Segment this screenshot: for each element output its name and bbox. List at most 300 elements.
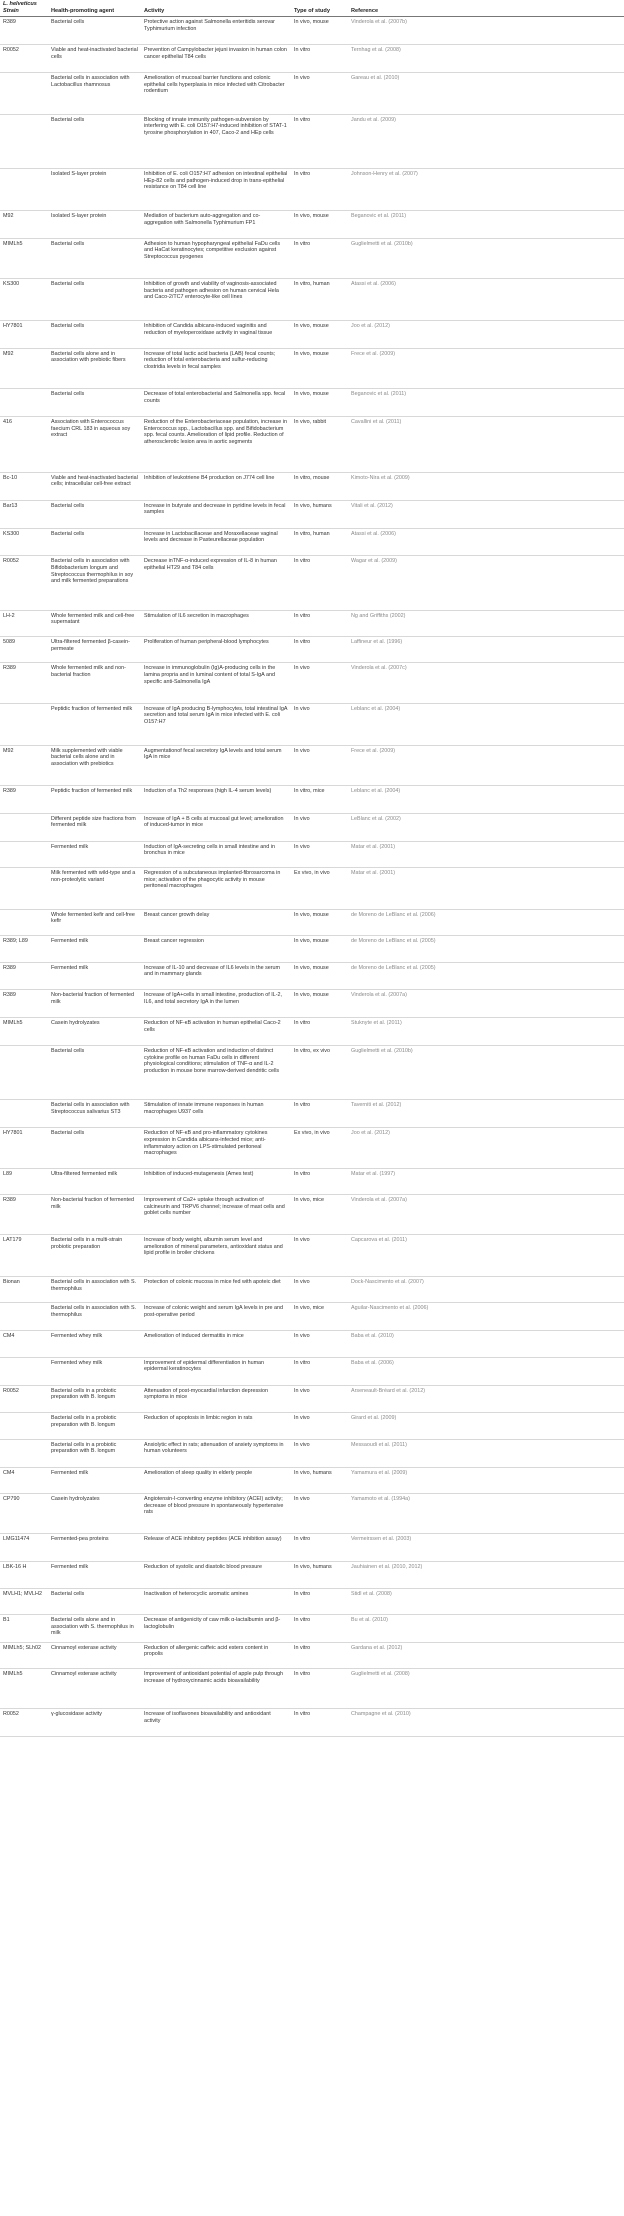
type-cell: In vitro: [291, 1709, 348, 1737]
type-cell: In vitro, human: [291, 528, 348, 556]
activity-cell: Anxiolytic effect in rats; attenuation of anxiety symptoms in human volunteers: [141, 1439, 291, 1467]
activity-cell: Reduction of allergenic caffeic acid esters content in propolis: [141, 1642, 291, 1668]
activity-cell: Increase of IgA + B cells at mucosal gut level; amelioration of induced-tumor in mice: [141, 813, 291, 841]
table-row: [0, 1331, 624, 1357]
table-row: [0, 1168, 624, 1194]
table-row: [0, 841, 624, 867]
table-row: [0, 1467, 624, 1493]
reference-cell: Joo et al. (2012): [348, 1128, 624, 1168]
type-cell: In vivo, mouse: [291, 389, 348, 417]
strain-cell: B1: [0, 1614, 48, 1642]
activity-cell: Increase of IL-10 and decrease of IL6 levels in the serum and in mammary glands: [141, 962, 291, 990]
reference-cell: Taverniti et al. (2012): [348, 1100, 624, 1128]
type-cell: In vitro: [291, 238, 348, 278]
agent-cell: Non-bacterial fraction of fermented milk: [48, 990, 141, 1018]
table-row: [0, 990, 624, 1018]
agent-cell: Bacterial cells: [48, 389, 141, 417]
agent-cell: Bacterial cells alone and in association with S. thermophilus in milk: [48, 1614, 141, 1642]
agent-cell: Fermented milk: [48, 962, 141, 990]
activity-cell: Decrease inTNF-α-induced expression of IL-8 in human epithelial HT29 and T84 cells: [141, 556, 291, 610]
type-cell: In vitro: [291, 114, 348, 168]
activity-cell: Proliferation of human peripheral-blood lymphocytes: [141, 637, 291, 663]
strain-cell: [0, 1439, 48, 1467]
activity-cell: Prevention of Campylobacter jejuni invasion in human colon cancer epithelial T84 cells: [141, 45, 291, 73]
agent-cell: Bacterial cells: [48, 500, 141, 528]
strain-cell: M92: [0, 745, 48, 785]
agent-cell: Bacterial cells in association with Streptococcus salivarius ST3: [48, 1100, 141, 1128]
reference-cell: Aguilar-Nascimento et al. (2006): [348, 1303, 624, 1331]
type-cell: In vitro, ex vivo: [291, 1046, 348, 1100]
activity-cell: Stimulation of IL6 secretion in macrophages: [141, 610, 291, 636]
activity-cell: Induction of a Th2 responses (high IL-4 serum levels): [141, 785, 291, 813]
agent-cell: Bacterial cells in a probiotic preparation with B. longum: [48, 1385, 141, 1413]
type-cell: In vivo, mouse: [291, 936, 348, 962]
agent-cell: Fermented-pea proteins: [48, 1534, 141, 1562]
strain-cell: LBK-16 H: [0, 1562, 48, 1588]
header-strain: L. helveticus Strain: [0, 0, 48, 17]
activity-cell: Improvement of antioxidant potential of apple pulp through increase of hydroxycinnamic acids bioavailability: [141, 1669, 291, 1709]
table-row: [0, 1303, 624, 1331]
reference-cell: Matar et al. (1997): [348, 1168, 624, 1194]
agent-cell: Whole fermented milk and non-bacterial fraction: [48, 663, 141, 703]
type-cell: In vivo: [291, 72, 348, 114]
type-cell: In vitro: [291, 1168, 348, 1194]
agent-cell: Fermented milk: [48, 1467, 141, 1493]
type-cell: In vivo: [291, 1439, 348, 1467]
reference-cell: Frece et al. (2009): [348, 745, 624, 785]
type-cell: In vitro: [291, 45, 348, 73]
strain-cell: MVLH1; MVLH2: [0, 1588, 48, 1614]
agent-cell: Bacterial cells: [48, 17, 141, 45]
table-row: [0, 785, 624, 813]
activity-cell: Amelioration of sleep quality in elderly people: [141, 1467, 291, 1493]
reference-cell: Ng and Griffiths (2002): [348, 610, 624, 636]
table-row: [0, 556, 624, 610]
type-cell: In vivo: [291, 1385, 348, 1413]
table-row: [0, 1018, 624, 1046]
type-cell: In vitro: [291, 1669, 348, 1709]
reference-cell: Vinderola et al. (2007a): [348, 990, 624, 1018]
agent-cell: Casein hydrolyzates: [48, 1494, 141, 1534]
reference-cell: Leblanc et al. (2004): [348, 703, 624, 745]
agent-cell: Bacterial cells: [48, 1128, 141, 1168]
table-row: [0, 1642, 624, 1668]
activity-cell: Increase of IgA producing B-lymphocytes, total intestinal IgA secretion and total serum IgA in mice infected with E. coli O157:H7: [141, 703, 291, 745]
type-cell: Ex vivo, in vivo: [291, 1128, 348, 1168]
agent-cell: Viable and heat-inactivated bacterial cells; intracellular cell-free extract: [48, 472, 141, 500]
table-row: [0, 663, 624, 703]
table-row: [0, 703, 624, 745]
strain-cell: [0, 1100, 48, 1128]
activity-cell: Increase of total lactic acid bacteria (LAB) fecal counts; reduction of total enterobacteria and sulfur-reducing clostridia levels in fecal samples: [141, 348, 291, 388]
table-row: [0, 389, 624, 417]
agent-cell: Whole fermented kefir and cell-free kefir: [48, 909, 141, 935]
table-row: [0, 45, 624, 73]
strain-cell: [0, 72, 48, 114]
agent-cell: Peptidic fraction of fermented milk: [48, 785, 141, 813]
strain-cell: MIMLh5: [0, 1669, 48, 1709]
type-cell: In vitro: [291, 637, 348, 663]
table-row: [0, 936, 624, 962]
strain-cell: Bar13: [0, 500, 48, 528]
activity-cell: Improvement of Ca2+ uptake through activation of calcineurin and TRPV6 channel; increase of mast cells and goblet cells number: [141, 1194, 291, 1234]
strain-cell: 5089: [0, 637, 48, 663]
reference-cell: Yamamura et al. (2009): [348, 1467, 624, 1493]
type-cell: In vivo, mouse: [291, 320, 348, 348]
type-cell: In vivo, humans: [291, 1562, 348, 1588]
type-cell: In vivo, mouse: [291, 17, 348, 45]
type-cell: In vitro, mouse: [291, 472, 348, 500]
activity-cell: Augmentationof fecal secretory IgA levels and total serum IgA in mice: [141, 745, 291, 785]
agent-cell: Association with Enterococcus faecium CRL 183 in aqueous soy extract: [48, 417, 141, 473]
activity-cell: Increase in immunoglobulin (Ig)A-producing cells in the lamina propria and in luminal content of total S-IgA and specific anti-Salmonella IgA: [141, 663, 291, 703]
activity-cell: Improvement of epidermal differentiation in human epidermal keratinocytes: [141, 1357, 291, 1385]
type-cell: In vitro, human: [291, 279, 348, 321]
strain-cell: M92: [0, 210, 48, 238]
strain-cell: M92: [0, 348, 48, 388]
activity-cell: Breast cancer regression: [141, 936, 291, 962]
reference-cell: Matar et al. (2001): [348, 841, 624, 867]
strain-cell: [0, 841, 48, 867]
activity-cell: Increase of isoflavones bioavailability and antioxidant activity: [141, 1709, 291, 1737]
strain-cell: LH-2: [0, 610, 48, 636]
table-row: [0, 1494, 624, 1534]
reference-cell: Ternhag et al. (2008): [348, 45, 624, 73]
strain-cell: [0, 813, 48, 841]
reference-cell: Kimoto-Nira et al. (2009): [348, 472, 624, 500]
table-row: [0, 1357, 624, 1385]
table-row: [0, 210, 624, 238]
strain-cell: CP790: [0, 1494, 48, 1534]
agent-cell: Bacterial cells: [48, 279, 141, 321]
strain-cell: KS300: [0, 528, 48, 556]
agent-cell: Bacterial cells: [48, 114, 141, 168]
type-cell: In vivo: [291, 663, 348, 703]
agent-cell: Bacterial cells in a multi-strain probiotic preparation: [48, 1235, 141, 1277]
strain-cell: L89: [0, 1168, 48, 1194]
reference-cell: Capcarova et al. (2011): [348, 1235, 624, 1277]
reference-cell: Jauhiainen et al. (2010, 2012): [348, 1562, 624, 1588]
agent-cell: Bacterial cells: [48, 320, 141, 348]
table-row: [0, 348, 624, 388]
reference-cell: Girard et al. (2009): [348, 1413, 624, 1439]
table-row: [0, 1277, 624, 1303]
type-cell: In vivo: [291, 745, 348, 785]
table-row: [0, 1562, 624, 1588]
type-cell: In vivo, humans: [291, 500, 348, 528]
agent-cell: Viable and heat-inactivated bacterial cells: [48, 45, 141, 73]
table-row: [0, 1128, 624, 1168]
table-row: [0, 1385, 624, 1413]
table-row: [0, 1046, 624, 1100]
reference-cell: Frece et al. (2009): [348, 348, 624, 388]
header-type: Type of study: [291, 0, 348, 17]
reference-cell: Baba et al. (2010): [348, 1331, 624, 1357]
header-reference: Reference: [348, 0, 624, 17]
table-row: [0, 500, 624, 528]
type-cell: In vivo, rabbit: [291, 417, 348, 473]
reference-cell: Laffineur et al. (1996): [348, 637, 624, 663]
reference-cell: Champagne et al. (2010): [348, 1709, 624, 1737]
type-cell: In vivo: [291, 1413, 348, 1439]
activity-cell: Amelioration of induced dermatitis in mice: [141, 1331, 291, 1357]
strain-cell: [0, 169, 48, 211]
reference-cell: Dock-Nascimento et al. (2007): [348, 1277, 624, 1303]
table-row: [0, 320, 624, 348]
activity-cell: Inhibition of induced-mutagenesis (Ames test): [141, 1168, 291, 1194]
table-row: [0, 17, 624, 45]
table-row: [0, 1534, 624, 1562]
strain-cell: [0, 1046, 48, 1100]
agent-cell: Isolated S-layer protein: [48, 169, 141, 211]
table-row: [0, 1614, 624, 1642]
reference-cell: Gareau et al. (2010): [348, 72, 624, 114]
strain-cell: CM4: [0, 1331, 48, 1357]
type-cell: In vivo: [291, 1331, 348, 1357]
type-cell: In vivo, mice: [291, 1303, 348, 1331]
strain-cell: [0, 1413, 48, 1439]
header-agent: Health-promoting agent: [48, 0, 141, 17]
reference-cell: Matar et al. (2001): [348, 867, 624, 909]
table-row: [0, 610, 624, 636]
agent-cell: Bacterial cells in association with S. thermophilus: [48, 1303, 141, 1331]
table-row: [0, 1439, 624, 1467]
activity-cell: Reduction of NF-κB and pro-inflammatory cytokines expression in Candida albicans-infected mice; anti-inflammatory action on LPS-stimulated peritoneal macrophages: [141, 1128, 291, 1168]
activity-cell: Angiotensin-I-converting enzyme inhibitory (ACEI) activity; decrease of blood pressure in spontaneously hypertensive rats: [141, 1494, 291, 1534]
table-row: [0, 472, 624, 500]
type-cell: In vivo, mouse: [291, 962, 348, 990]
strain-cell: R389: [0, 1194, 48, 1234]
agent-cell: Fermented whey milk: [48, 1331, 141, 1357]
agent-cell: Ultra-filtered fermented β-casein-permeate: [48, 637, 141, 663]
type-cell: In vivo, mouse: [291, 909, 348, 935]
activity-cell: Attenuation of post-myocardial infarction depression symptoms in mice: [141, 1385, 291, 1413]
strain-cell: R0052: [0, 1709, 48, 1737]
agent-cell: Milk fermented with wild-type and a non-proteolytic variant: [48, 867, 141, 909]
type-cell: In vitro: [291, 1018, 348, 1046]
reference-cell: Guglielmetti et al. (2010b): [348, 1046, 624, 1100]
table-row: [0, 909, 624, 935]
type-cell: In vitro: [291, 1614, 348, 1642]
activity-cell: Blocking of innate immunity pathogen-subversion by interfering with E. coli O157:H7-induced inhibition of STAT-1 tyrosine phosphorylation in 407, Caco-2 and HEp cells: [141, 114, 291, 168]
activity-cell: Protective action against Salmonella enteritidis serovar Typhimurium infection: [141, 17, 291, 45]
table-body: [0, 17, 624, 1737]
strain-cell: MIMLh5: [0, 1018, 48, 1046]
activity-cell: Inhibition of leukotriene B4 production on J774 cell line: [141, 472, 291, 500]
agent-cell: Whole fermented milk and cell-free supernatant: [48, 610, 141, 636]
activity-cell: Inhibition of growth and viability of vaginosis-associated bacteria and pathogen adhesion on human cervical Hela and Caco-2/TC7 enterocyte-like cell lines: [141, 279, 291, 321]
activity-cell: Release of ACE inhibitory peptides (ACE inhibition assay): [141, 1534, 291, 1562]
activity-cell: Inhibition of Candida albicans-induced vaginitis and reduction of myeloperoxidase activity in vaginal tissue: [141, 320, 291, 348]
activity-cell: Inactivation of heterocyclic aromatic amines: [141, 1588, 291, 1614]
type-cell: In vitro: [291, 169, 348, 211]
activity-cell: Increase of IgA+cells in small intestine, production of IL-2, IL6, and total secretory IgA in the lumen: [141, 990, 291, 1018]
table-row: [0, 1413, 624, 1439]
type-cell: In vitro, mice: [291, 785, 348, 813]
header-activity: Activity: [141, 0, 291, 17]
type-cell: In vitro: [291, 1588, 348, 1614]
table-row: [0, 279, 624, 321]
strain-cell: LMG11474: [0, 1534, 48, 1562]
strain-cell: R389: [0, 785, 48, 813]
table-row: [0, 813, 624, 841]
activity-cell: Mediation of bacterium auto-aggregation and co-aggregation with Salmonella Typhimurium FP1: [141, 210, 291, 238]
activity-cell: Reduction of NF-κB activation and induction of distinct cytokine profile on human FaDu cells in different physiological conditions; stimulation of TNF-α and IL-2 production in mouse bone marrow-derived dendritic cells: [141, 1046, 291, 1100]
table-row: [0, 867, 624, 909]
table-row: [0, 238, 624, 278]
activity-cell: Increase of body weight, albumin serum level and amelioration of mineral parameters, antioxidant status and lipid profile in broiler chickens: [141, 1235, 291, 1277]
reference-cell: Vinderola et al. (2007a): [348, 1194, 624, 1234]
type-cell: In vitro: [291, 1642, 348, 1668]
reference-cell: Beganovic et al. (2011): [348, 389, 624, 417]
activity-cell: Regression of a subcutaneous implanted-fibrosarcoma in mice; activation of the phagocytic activity in mouse peritoneal macrophages: [141, 867, 291, 909]
reference-cell: Baba et al. (2006): [348, 1357, 624, 1385]
agent-cell: Fermented milk: [48, 1562, 141, 1588]
reference-cell: Atassi et al. (2006): [348, 279, 624, 321]
reference-cell: Stidl et al. (2008): [348, 1588, 624, 1614]
agent-cell: Cinnamoyl esterase activity: [48, 1669, 141, 1709]
agent-cell: Bacterial cells: [48, 238, 141, 278]
reference-cell: de Moreno de LeBlanc et al. (2006): [348, 909, 624, 935]
reference-cell: Vitali et al. (2012): [348, 500, 624, 528]
table-row: [0, 417, 624, 473]
agent-cell: Cinnamoyl esterase activity: [48, 1642, 141, 1668]
type-cell: In vivo, mouse: [291, 990, 348, 1018]
reference-cell: Yamamoto et al. (1994a): [348, 1494, 624, 1534]
type-cell: In vitro: [291, 1100, 348, 1128]
type-cell: In vivo, mouse: [291, 210, 348, 238]
type-cell: In vivo: [291, 1235, 348, 1277]
type-cell: In vitro: [291, 1357, 348, 1385]
activity-cell: Adhesion to human hypopharyngeal epithelial FaDu cells and HaCat keratinocytes; competitive exclusion against Streptococcus pyogenes: [141, 238, 291, 278]
reference-cell: Messaoudi et al. (2011): [348, 1439, 624, 1467]
reference-cell: Beganovic et al. (2011): [348, 210, 624, 238]
reference-cell: Wagar et al. (2009): [348, 556, 624, 610]
table-row: [0, 1100, 624, 1128]
strain-cell: HY7801: [0, 320, 48, 348]
agent-cell: Bacterial cells in a probiotic preparation with B. longum: [48, 1413, 141, 1439]
agent-cell: Bacterial cells: [48, 1046, 141, 1100]
type-cell: In vitro: [291, 1534, 348, 1562]
strain-cell: [0, 1303, 48, 1331]
reference-cell: Guglielmetti et al. (2010b): [348, 238, 624, 278]
activity-cell: Increase of colonic weight and serum IgA levels in pre and post-operative period: [141, 1303, 291, 1331]
strain-cell: MIMLh5: [0, 238, 48, 278]
agent-cell: Fermented milk: [48, 841, 141, 867]
strain-cell: 416: [0, 417, 48, 473]
strain-cell: R0052: [0, 45, 48, 73]
strain-cell: Bc-10: [0, 472, 48, 500]
type-cell: In vitro: [291, 610, 348, 636]
table-row: [0, 114, 624, 168]
table-row: [0, 72, 624, 114]
agent-cell: Non-bacterial fraction of fermented milk: [48, 1194, 141, 1234]
strain-cell: R389: [0, 990, 48, 1018]
reference-cell: de Moreno de LeBlanc et al. (2005): [348, 936, 624, 962]
agent-cell: γ-glucosidase activity: [48, 1709, 141, 1737]
reference-cell: Gardana et al. (2012): [348, 1642, 624, 1668]
reference-cell: Stuknyte et al. (2011): [348, 1018, 624, 1046]
strain-cell: [0, 703, 48, 745]
activity-cell: Decrease of antigenicity of caw milk α-lactalbumin and β-lactoglobulin: [141, 1614, 291, 1642]
type-cell: In vivo, mice: [291, 1194, 348, 1234]
table-header-row: [0, 0, 624, 17]
activity-cell: Decrease of total enterobacterial and Salmonella spp. fecal counts: [141, 389, 291, 417]
agent-cell: Isolated S-layer protein: [48, 210, 141, 238]
agent-cell: Milk supplemented with viable bacterial cells alone and in association with prebiotics: [48, 745, 141, 785]
agent-cell: Bacterial cells in association with S. thermophilus: [48, 1277, 141, 1303]
table-row: [0, 528, 624, 556]
strain-cell: HY7801: [0, 1128, 48, 1168]
activity-cell: Increase in butyrate and decrease in pyridine levels in fecal samples: [141, 500, 291, 528]
strain-cell: R389; L89: [0, 936, 48, 962]
activity-cell: Reduction of the Enterobacteriaceae population, increase in Enterococcus spp., Lactobacillus spp. and Bifidobacterium spp. fecal counts. Amelioration of lipid profile. Reduction of atherosclerotic lesion area in aortic segments: [141, 417, 291, 473]
reference-cell: Joo et al. (2012): [348, 320, 624, 348]
reference-cell: Arseneault-Bréard et al. (2012): [348, 1385, 624, 1413]
activity-cell: Inhibition of E. coli O157:H7 adhesion on intestinal epithelial HEp-82 cells and pathogen-induced drop in trans-epithelial resistance on T84 cell line: [141, 169, 291, 211]
reference-cell: Bu et al. (2010): [348, 1614, 624, 1642]
reference-cell: Leblanc et al. (2004): [348, 785, 624, 813]
activity-cell: Reduction of NF-κB activation in human epithelial Caco-2 cells: [141, 1018, 291, 1046]
table-row: [0, 745, 624, 785]
agent-cell: Bacterial cells in association with Bifidobacterium longum and Streptococcus thermophilus in soy and milk fermented preparations: [48, 556, 141, 610]
agent-cell: Bacterial cells alone and in association with prebiotic fibers: [48, 348, 141, 388]
strain-cell: R389: [0, 962, 48, 990]
strain-cell: [0, 114, 48, 168]
activity-cell: Breast cancer growth delay: [141, 909, 291, 935]
table-row: [0, 1709, 624, 1737]
agent-cell: Bacterial cells in a probiotic preparation with B. longum: [48, 1439, 141, 1467]
type-cell: In vivo: [291, 841, 348, 867]
activity-cell: Reduction of apoptosis in limbic region in rats: [141, 1413, 291, 1439]
type-cell: In vivo, mouse: [291, 348, 348, 388]
type-cell: In vivo: [291, 703, 348, 745]
strain-cell: [0, 867, 48, 909]
agent-cell: Ultra-filtered fermented milk: [48, 1168, 141, 1194]
table-row: [0, 637, 624, 663]
strain-cell: R389: [0, 663, 48, 703]
type-cell: In vivo: [291, 1277, 348, 1303]
strain-cell: MIMLh5; SLh02: [0, 1642, 48, 1668]
strain-cell: [0, 389, 48, 417]
type-cell: In vivo: [291, 813, 348, 841]
activity-cell: Amelioration of mucosal barrier functions and colonic epithelial cells hyperplasia in mice infected with Citrobacter rodentium: [141, 72, 291, 114]
strain-cell: KS300: [0, 279, 48, 321]
strain-cell: CM4: [0, 1467, 48, 1493]
table-row: [0, 1194, 624, 1234]
activity-cell: Stimulation of innate immune responses in human macrophages U937 cells: [141, 1100, 291, 1128]
type-cell: In vivo, humans: [291, 1467, 348, 1493]
reference-cell: Jandu et al. (2009): [348, 114, 624, 168]
strain-cell: Bionan: [0, 1277, 48, 1303]
reference-cell: Vermeirssen et al. (2003): [348, 1534, 624, 1562]
activity-cell: Increase in Lactobacillaceae and Moraxellaceae vaginal levels and decrease in Pasteurellaceae population: [141, 528, 291, 556]
agent-cell: Different peptide size fractions from fermented milk: [48, 813, 141, 841]
table-row: [0, 1669, 624, 1709]
strain-cell: [0, 1357, 48, 1385]
type-cell: In vivo: [291, 1494, 348, 1534]
reference-cell: LeBlanc et al. (2002): [348, 813, 624, 841]
agent-cell: Casein hydrolyzates: [48, 1018, 141, 1046]
reference-cell: Atassi et al. (2006): [348, 528, 624, 556]
activity-cell: Induction of IgA-secreting cells in small intestine and in bronchus in mice: [141, 841, 291, 867]
agent-cell: Bacterial cells in association with Lactobacillus rhamnosus: [48, 72, 141, 114]
table-row: [0, 962, 624, 990]
agent-cell: Peptidic fraction of fermented milk: [48, 703, 141, 745]
table-row: [0, 1588, 624, 1614]
type-cell: Ex vivo, in vivo: [291, 867, 348, 909]
reference-cell: Vinderola et al. (2007c): [348, 663, 624, 703]
